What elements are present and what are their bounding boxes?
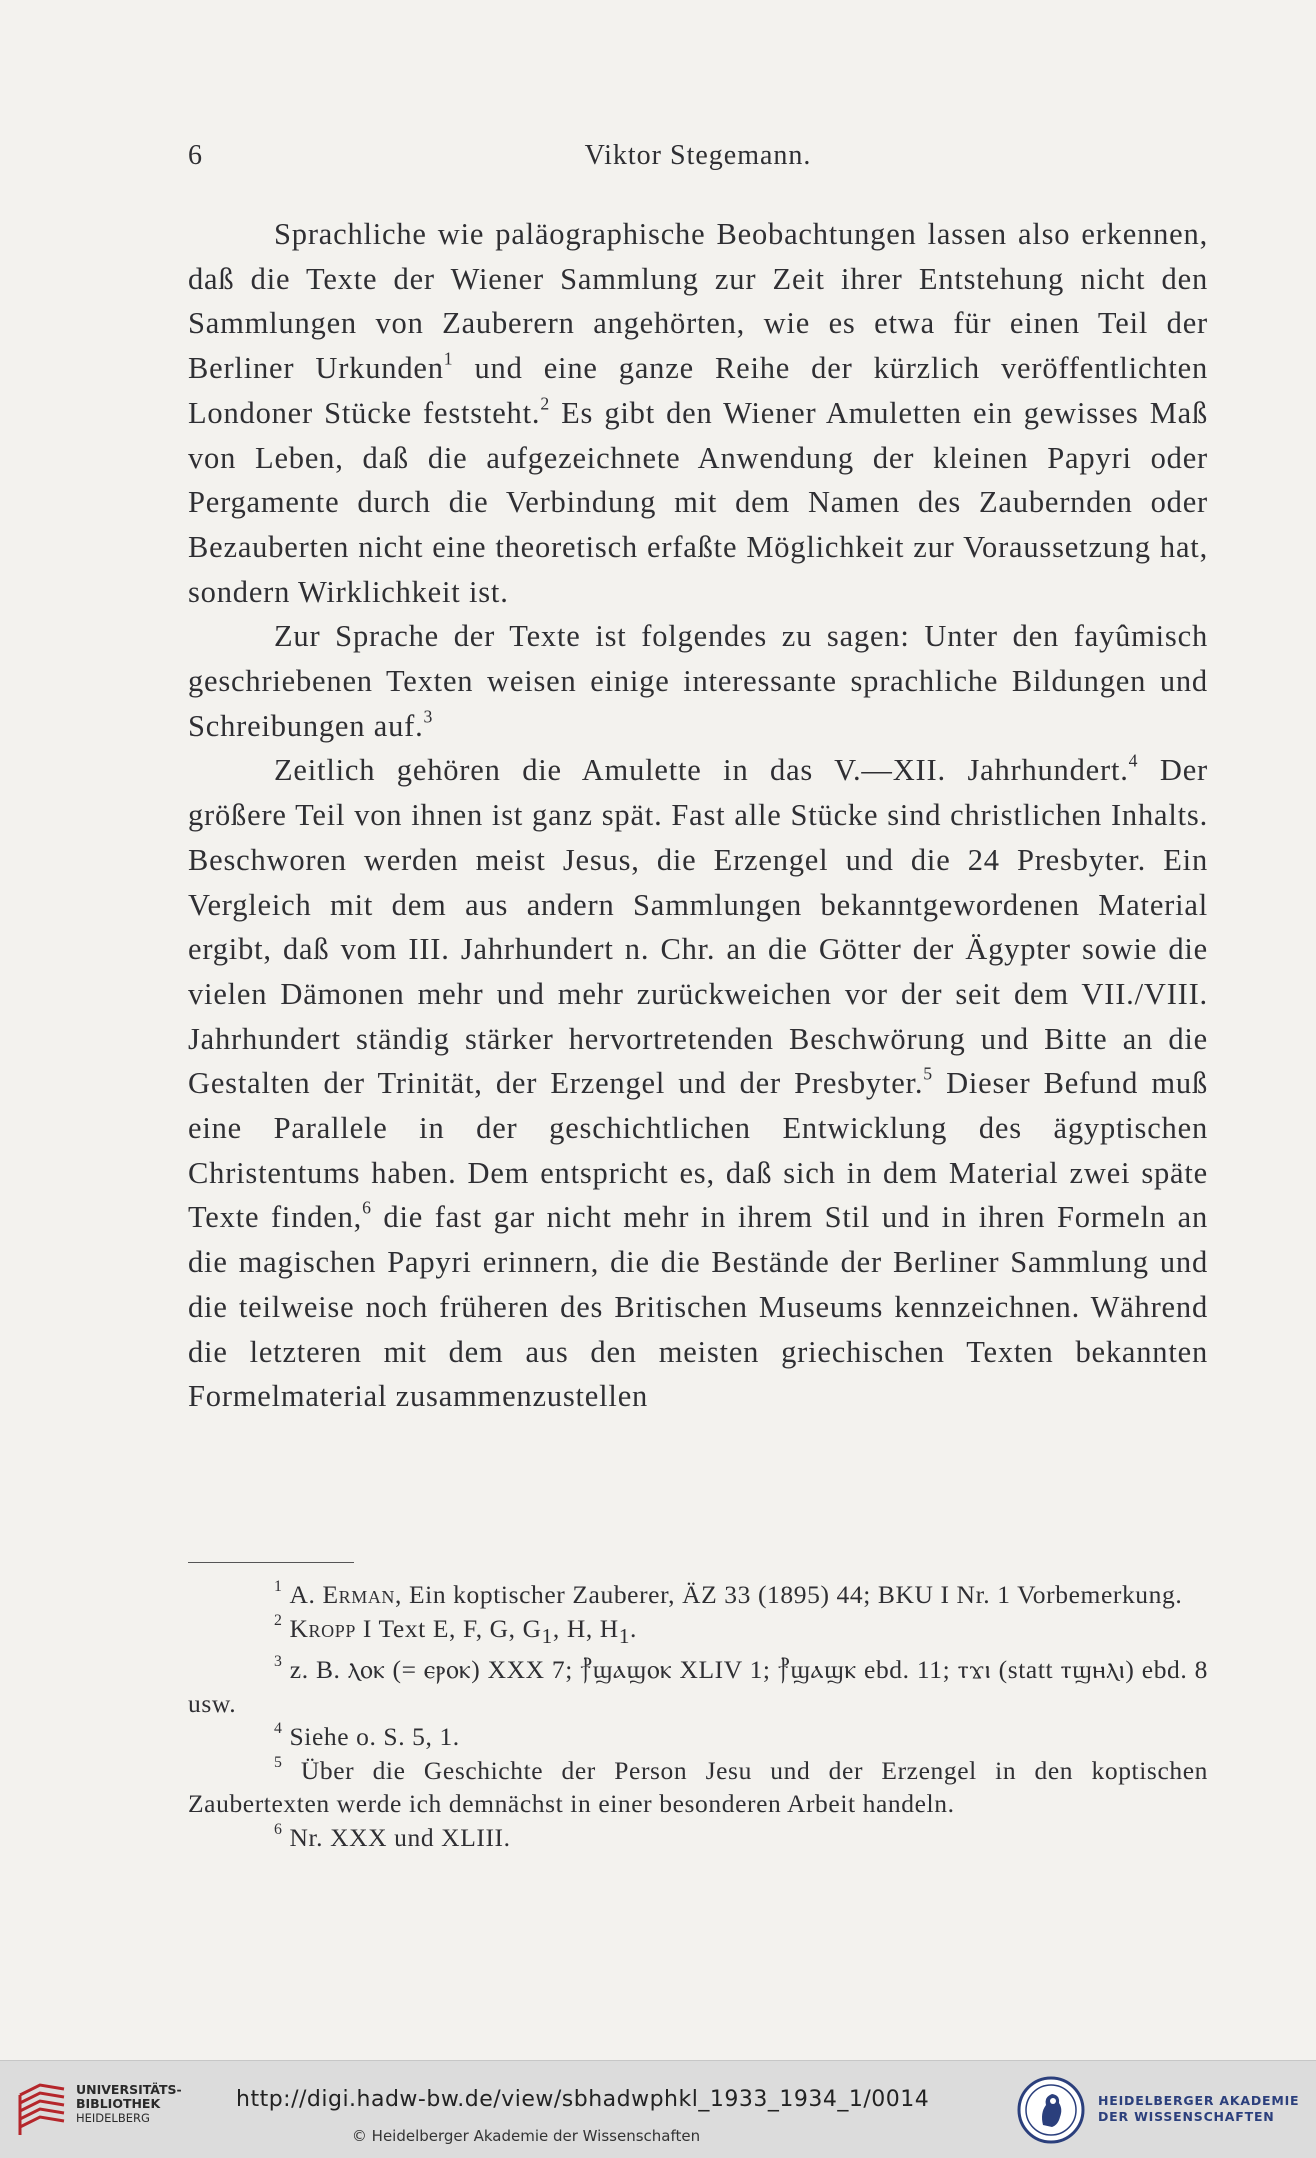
footnote-ref[interactable]: 4	[1128, 751, 1139, 772]
footnote-5: $^5$ Über die Geschichte der Person Jesu und der Erzengel in den koptischen Zaubertexten werde ich demnächst in einer besonderen Arbeit handeln.	[188, 1753, 1208, 1819]
running-head: Viktor Stegemann.	[584, 140, 812, 171]
footnote-divider	[188, 1562, 354, 1563]
footnote-author: A. Erman	[289, 1580, 396, 1609]
paragraph: Zur Sprache der Texte ist folgendes zu sagen: Unter den fayûmisch geschriebenen Texten weisen einige interessante sprachliche Bildungen und Schreibungen auf.$^3$	[188, 619, 1208, 743]
copyright-notice: © Heidelberger Akademie der Wissenschaften	[351, 2127, 701, 2145]
paragraph: Zeitlich gehören die Amulette in das V.—XII. Jahrhundert.$^4$ Der größere Teil von ihnen ist ganz spät. Fast alle Stücke sind christlichen Inhalts. Beschworen werden meist Jesus, die Erzengel und die 24 Presbyter. Ein Vergleich mit dem aus andern Sammlungen bekanntgewordenen Material ergibt, daß vom III. Jahrhundert n. Chr. an die Götter der Ägypter sowie die vielen Dämonen mehr und mehr zurückweichen vor der seit dem VII./VIII. Jahrhundert ständig stärker hervortretenden Beschwörung und Bitte an die Gestalten der Trinität, der Erzengel und der Presbyter.$^5$ Dieser Befund muß eine Parallele in der geschichtlichen Entwicklung des ägyptischen Christentums haben. Dem entspricht es, daß sich in dem Material zwei späte Texte finden,$^6$ die fast gar nicht mehr in ihrem Stil und in ihren Formeln an die magischen Papyri erinnern, die die Bestände der Berliner Sammlung und die teilweise noch früheren des Britischen Museums kennzeichnen. Während die letzteren mit dem aus den meisten griechischen Texten bekannten Formelmaterial zusammenzustellen	[188, 751, 1208, 1414]
university-library-name: UNIVERSITÄTS- BIBLIOTHEK HEIDELBERG	[76, 2082, 182, 2125]
footnote-ref[interactable]: 2	[540, 393, 550, 414]
viewer-footer	[0, 2060, 1316, 2158]
footnotes	[188, 1578, 1208, 1854]
body-text	[188, 212, 1208, 1419]
permalink-url[interactable]: http://digi.hadw-bw.de/view/sbhadwphkl_1933_1934_1/0014	[236, 2087, 930, 2112]
page-number: 6	[188, 140, 203, 171]
footnote-6: $^6$ Nr. XXX und XLIII.	[274, 1820, 511, 1852]
footnote-ref[interactable]: 3	[423, 706, 434, 727]
footnote-3: $^3$ z. B. ⲗⲟⲕ (= ⲉⲣⲟⲕ) XXX 7; ⳨ϣⲁϣⲟⲕ XLIV 1; ⳨ϣⲁϣⲕ ebd. 11; ⲧϫⲓ (statt ⲧϣⲏⲗⲓ) ebd. 8 usw.	[188, 1653, 1208, 1718]
footnote-1: $^1$ A. Erman, Ein koptischer Zauberer, ÄZ 33 (1895) 44; BKU I Nr. 1 Vorbemerkung.	[274, 1578, 1183, 1609]
footnote-ref[interactable]: 5	[923, 1064, 933, 1085]
footnote-4: $^4$ Siehe o. S. 5, 1.	[274, 1720, 460, 1752]
paragraph: Sprachliche wie paläographische Beobachtungen lassen also erkennen, daß die Texte der Wiener Sammlung zur Zeit ihrer Entstehung nicht den Sammlungen von Zauberern angehörten, wie es etwa für einen Teil der Berliner Urkunden$^1$ und eine ganze Reihe der kürzlich veröffentlichten Londoner Stücke feststeht.$^2$ Es gibt den Wiener Amuletten ein gewisses Maß von Leben, daß die aufgezeichnete Anwendung der kleinen Papyri oder Pergamente durch die Verbindung mit dem Namen des Zaubernden oder Bezauberten nicht eine theoretisch erfaßte Möglichkeit zur Voraussetzung hat, sondern Wirklichkeit ist.	[188, 217, 1209, 609]
academy-seal-icon[interactable]	[1016, 2075, 1086, 2145]
footnote-author: Kropp	[289, 1613, 356, 1643]
footnote-2: $^2$ Kropp I Text E, F, G, $G_1$, H, $H_1$.	[274, 1611, 638, 1648]
footnote-ref[interactable]: 1	[443, 348, 454, 369]
academy-name: HEIDELBERGER AKADEMIE DER WISSENSCHAFTEN	[1098, 2093, 1300, 2124]
page-header	[188, 140, 1208, 184]
footnote-ref[interactable]: 6	[362, 1198, 372, 1219]
